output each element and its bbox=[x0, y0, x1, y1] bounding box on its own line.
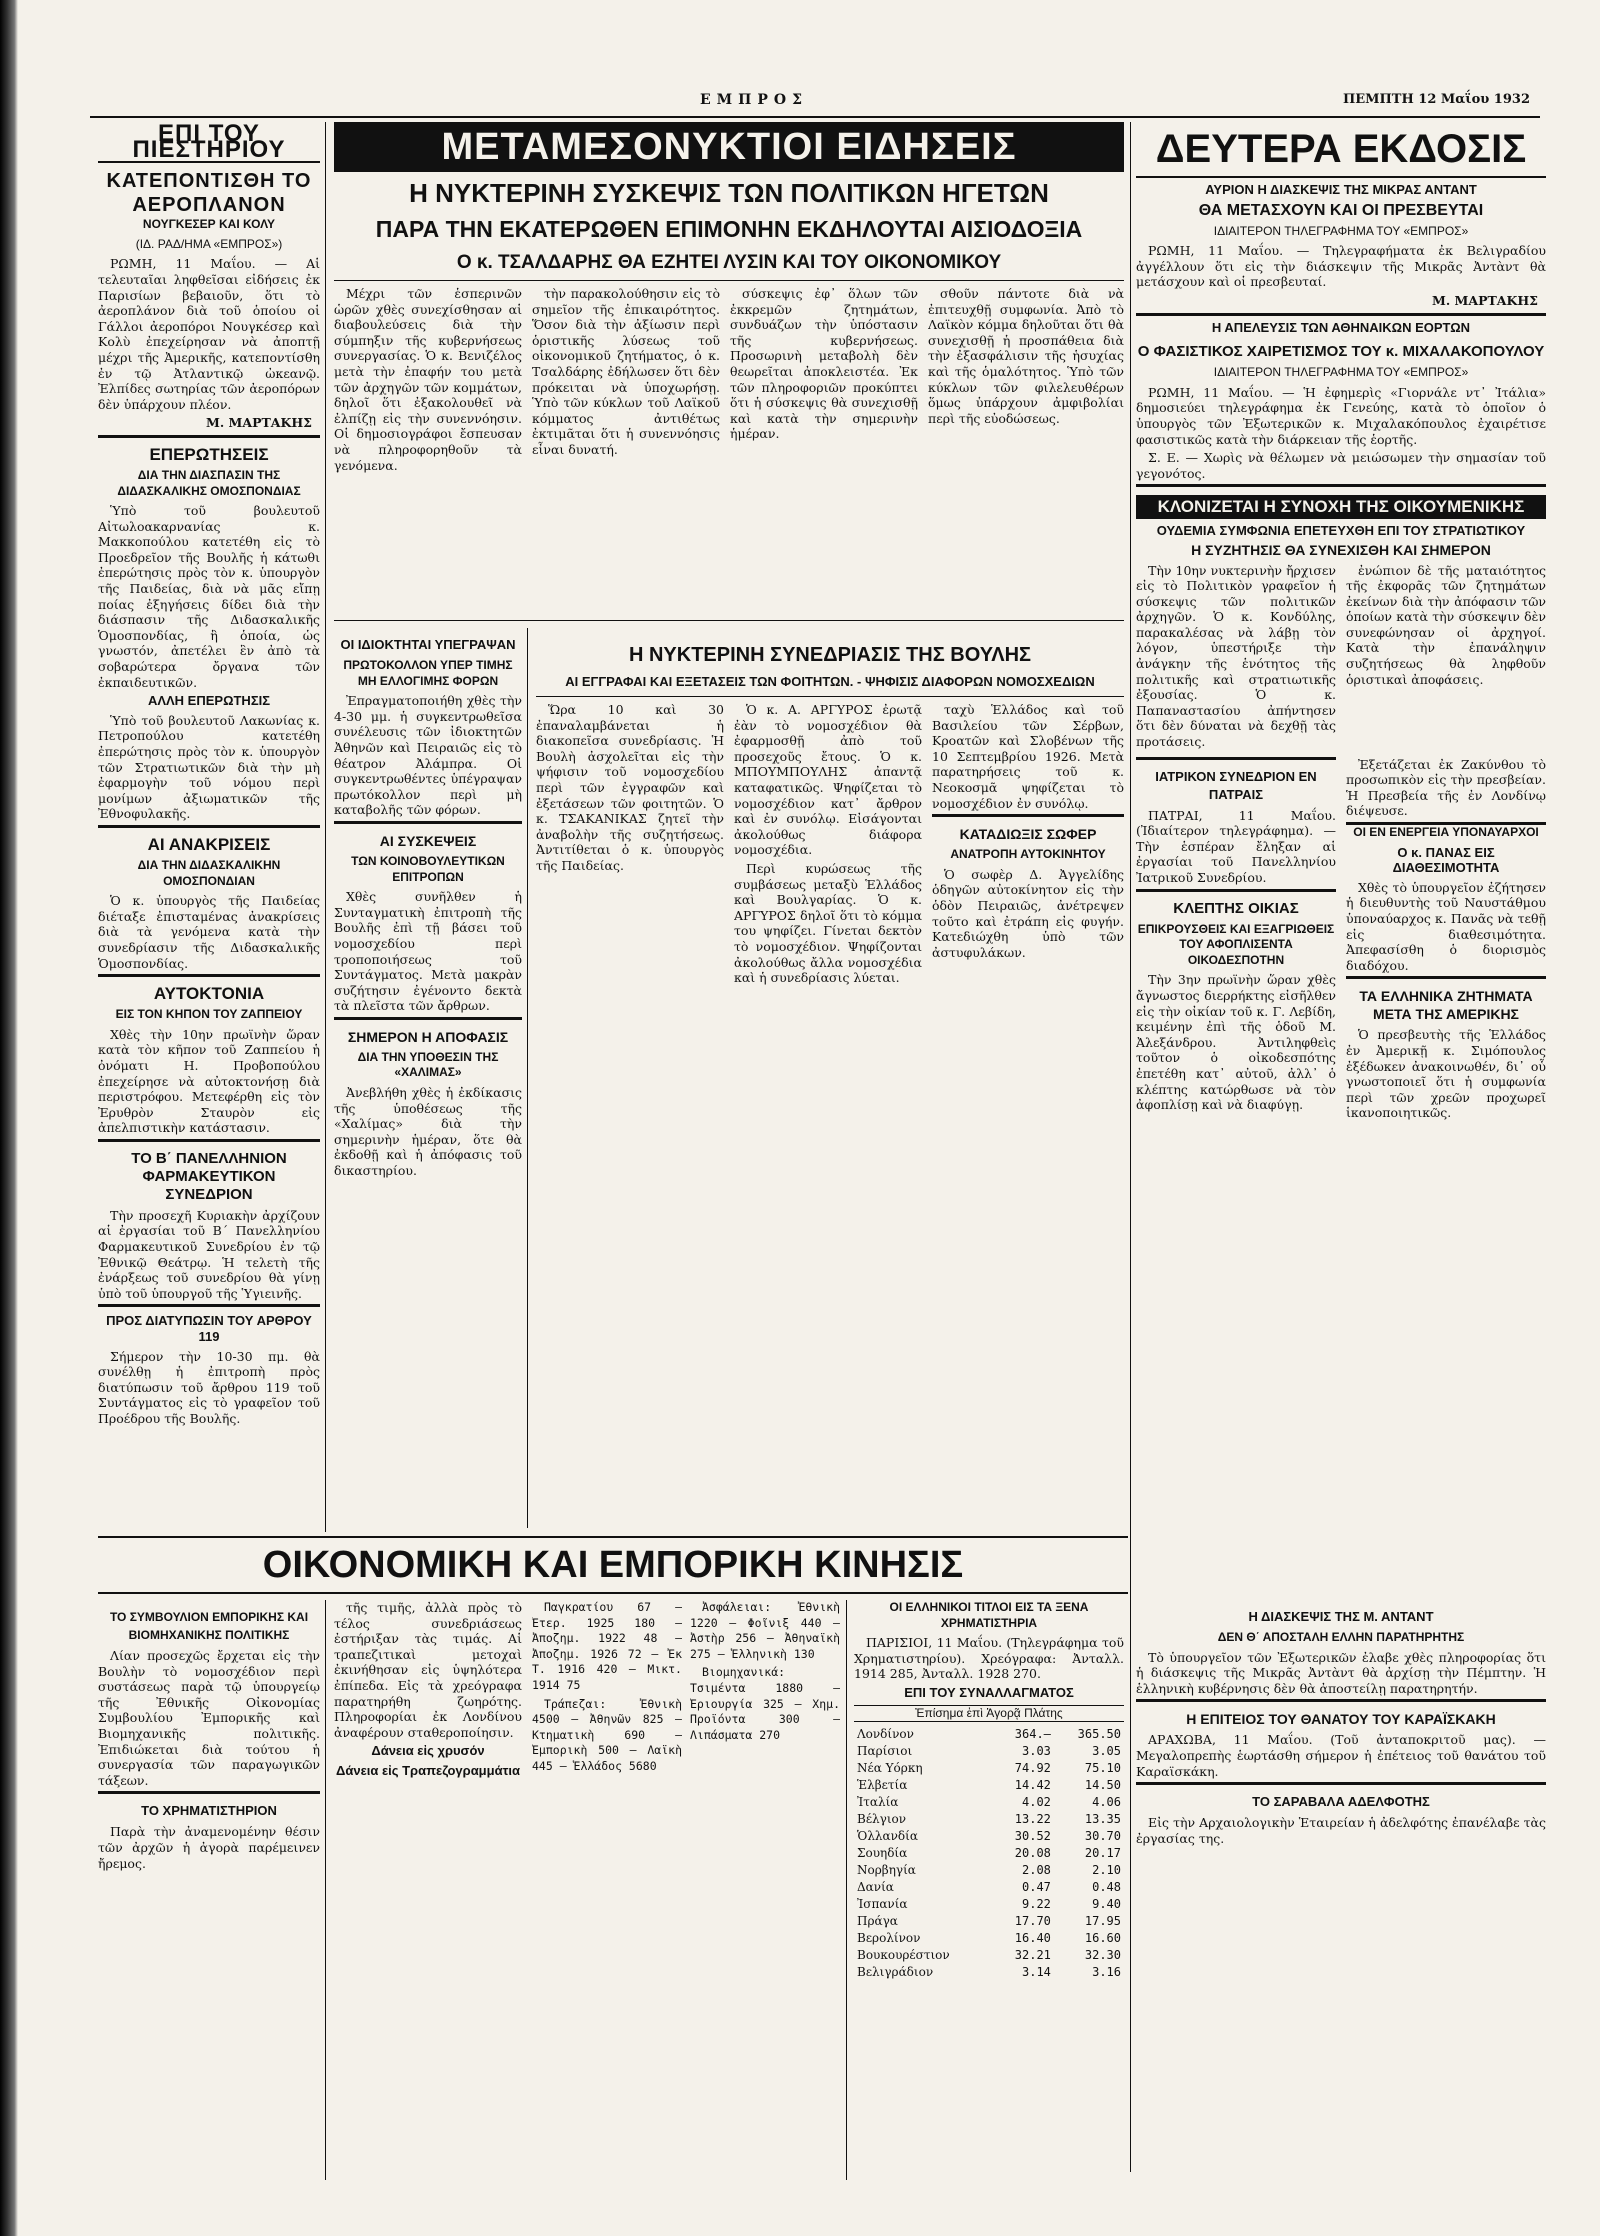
rate-sell: 30.70 bbox=[1084, 1829, 1121, 1844]
rate-row bbox=[854, 1760, 1124, 1777]
rate-buy: 364.— bbox=[1014, 1727, 1051, 1742]
rate-row bbox=[854, 1913, 1124, 1930]
rate-sell: 14.50 bbox=[1084, 1778, 1121, 1793]
parliament-body-3: Περὶ κυρώσεως τῆς συμβάσεως μεταξὺ Ἑλλάδος καὶ Βουλγαρίας. Ὁ κ. ΑΡΓΥΡΟΣ δηλοῖ ὅτι τὸ κόμμα του ψηφίζει. Γίνεται δεκτὸν τὸ νομοσχέδιον. Ψηφίζονται ἀκολούθως ἄλλα νομοσχέδια καὶ ἡ συνεδρίασις λύεται. bbox=[734, 860, 922, 986]
optimism-headline: ΠΑΡΑ ΤΗΝ ΕΚΑΤΕΡΩΘΕΝ ΕΠΙΜΟΝΗΝ ΕΚΔΗΛΟΥΤΑΙ ΑΙΣΙΟΔΟΞΙΑ bbox=[375, 216, 1083, 242]
burglar-heading: ΚΛΕΠΤΗΣ ΟΙΚΙΑΣ bbox=[1173, 899, 1299, 917]
rate-sell: 2.10 bbox=[1092, 1863, 1121, 1878]
little-entente-source: ΙΔΙΑΙΤΕΡΟΝ ΤΗΛΕΓΡΑΦΗΜΑ ΤΟΥ «ΕΜΠΡΟΣ» bbox=[1213, 223, 1469, 238]
rate-city: Ἑλβετία bbox=[857, 1778, 908, 1793]
chauffeur-body: Ὁ σωφὲρ Δ. Ἀγγελίδης ὁδηγῶν αὐτοκίνητον εἰς τὴν ὁδὸν Πειραιῶς, ἀνέτρεψεν τοῦτο καὶ ἐτράπη εἰς φυγήν. Κατεδιώχθη ὑπὸ τῶν ἀστυφυλάκων. bbox=[932, 866, 1124, 960]
medical-congress-body: ΠΑΤΡΑΙ, 11 Μαΐου. (Ἰδιαίτερον τηλεγράφημα). — Τὴν ἑσπέραν ἔληξαν αἱ ἐργασίαι τοῦ Πανελληνίου Ἰατρικοῦ Συνεδρίου. bbox=[1136, 807, 1336, 885]
suicide-heading: ΑΥΤΟΚΤΟΝΙΑ bbox=[153, 984, 265, 1004]
rate-city: Ἰσπανία bbox=[857, 1897, 908, 1912]
rate-buy: 4.02 bbox=[1022, 1795, 1051, 1810]
airplane-source: (ΙΔ. ΡΑΔ/ΗΜΑ «ΕΜΠΡΟΣ») bbox=[135, 236, 283, 251]
discussion-continues-subheading: Η ΣΥΖΗΤΗΣΙΣ ΘΑ ΣΥΝΕΧΙΣΘΗ ΚΑΙ ΣΗΜΕΡΟΝ bbox=[1191, 541, 1491, 558]
decision-heading: ΣΗΜΕΡΟΝ Η ΑΠΟΦΑΣΙΣ bbox=[347, 1028, 509, 1045]
panas-body: Χθὲς τὸ ὑπουργεῖον ἐζήτησεν ἡ διευθυντὴς τοῦ Ναυστάθμου ὑποναύαρχος κ. Πανᾶς νὰ τεθῇ εἰς διαθεσιμότητα. Ἀπεφασίσθη ὁ διορισμὸς διαδόχου. bbox=[1346, 879, 1546, 973]
center-col-4 bbox=[928, 286, 1124, 610]
rate-city: Δανία bbox=[857, 1880, 894, 1895]
rate-buy: 9.22 bbox=[1022, 1897, 1051, 1912]
rate-buy: 3.03 bbox=[1022, 1744, 1051, 1759]
center-banner: ΜΕΤΑΜΕΣΟΝΥΚΤΙΟΙ ΕΙΔΗΣΕΙΣ bbox=[334, 122, 1124, 172]
chauffeur-subheading: ΑΝΑΤΡΟΠΗ ΑΥΤΟΚΙΝΗΤΟΥ bbox=[950, 847, 1106, 862]
economy-banner: ΟΙΚΟΝΟΜΙΚΗ ΚΑΙ ΕΜΠΟΡΙΚΗ ΚΙΝΗΣΙΣ bbox=[262, 1544, 964, 1586]
parliament-body-4: ταχὺ Ἑλλάδος καὶ τοῦ Βασιλείου τῶν Σέρβων, Κροατῶν καὶ Σλοβένων τῆς 10 Σεπτεμβρίου 1926. Μετὰ παρατηρήσεις τοῦ κ. Νεοκοσμᾶ ψηφίζεται τὸ νομοσχέδιον ἐν συνόλῳ. bbox=[932, 702, 1124, 811]
pharma-congress-body: Τὴν προσεχῆ Κυριακὴν ἀρχίζουν αἱ ἐργασίαι τοῦ Β΄ Πανελληνίου Φαρμακευτικοῦ Συνεδρίου ἐν τῷ Ἐθνικῷ Θεάτρῳ. Ἡ τελετὴ τῆς ἐνάρξεως τοῦ συνεδρίου θὰ γίνῃ ὑπὸ τοῦ ὑπουργοῦ τῆς Ὑγιεινῆς. bbox=[98, 1207, 320, 1301]
rate-city: Βέλγιον bbox=[857, 1812, 907, 1827]
medical-congress-heading: ΙΑΤΡΙΚΟΝ ΣΥΝΕΔΡΙΟΝ ΕΝ ΠΑΤΡΑΙΣ bbox=[1155, 768, 1317, 802]
quotes-banks: Τράπεζαι: Ἐθνικὴ 4500 — Ἀθηνῶν 825 — Κτηματικὴ 690 — Ἐμπορικὴ 500 — Λαϊκὴ 445 — Ἑλλάδος 5680 bbox=[532, 1696, 682, 1773]
karaiskakis-heading: Η ΕΠΙΤΕΙΟΣ ΤΟΥ ΘΑΝΑΤΟΥ ΤΟΥ ΚΑΡΑΪΣΚΑΚΗ bbox=[1186, 1711, 1496, 1728]
no-agreement-subheading: ΟΥΔΕΜΙΑ ΣΥΜΦΩΝΙΑ ΕΠΕΤΕΥΧΘΗ ΕΠΙ ΤΟΥ ΣΤΡΑΤΙΩΤΙΚΟΥ bbox=[1156, 523, 1526, 539]
gold-loans-heading: Δάνεια εἰς χρυσόν bbox=[371, 1743, 485, 1759]
burglar-subheading: ΕΠΙΚΡΟΥΣΘΕΙΣ ΚΑΙ ΕΞΑΓΡΙΩΘΕΙΣ ΤΟΥ ΑΦΟΠΛΙΣΕΝΤΑ ΟΙΚΟΔΕΣΠΟΤΗΝ bbox=[1137, 921, 1335, 967]
top-rule bbox=[90, 116, 1540, 118]
entente-conference-body: Τὸ ὑπουργεῖον τῶν Ἐξωτερικῶν ἐλαβε χθὲς πληροφορίας ὅτι ἡ διάσκεψις τῆς Μικρᾶς Ἀντὰντ θὰ ἀρχίσῃ τὴν Πέμπτην. Ἡ ἑλληνικὴ κυβέρνησις δὲν θὰ ἀποστείλῃ παρατηρητήν. bbox=[1136, 1649, 1546, 1696]
rate-buy: 20.08 bbox=[1014, 1846, 1051, 1861]
brotherhood-heading: ΤΟ ΣΑΡΑΒΑΛΑ ΑΔΕΛΦΟΤΗΣ bbox=[1252, 1794, 1430, 1810]
second-edition-banner: ΔΕΥΤΕΡΑ ΕΚΔΟΣΙΣ bbox=[1136, 122, 1546, 178]
rate-row bbox=[854, 1777, 1124, 1794]
rate-sell: 75.10 bbox=[1084, 1761, 1121, 1776]
chauffeur-heading: ΚΑΤΑΔΙΩΞΙΣ ΣΩΦΕΡ bbox=[959, 826, 1097, 843]
landlords-subheading: ΠΡΩΤΟΚΟΛΛΟΝ ΥΠΕΡ ΤΙΜΗΣ ΜΗ ΕΛΛΟΓΙΜΗΣ ΦΟΡΩΝ bbox=[343, 658, 513, 688]
interpellations-subheading: ΔΙΑ ΤΗΝ ΔΙΑΣΠΑΣΙΝ ΤΗΣ ΔΙΔΑΣΚΑΛΙΚΗΣ ΟΜΟΣΠΟΝΔΙΑΣ bbox=[117, 467, 301, 498]
rate-city: Σουηδία bbox=[857, 1846, 908, 1861]
little-entente-signature: Μ. ΜΑΡΤΑΚΗΣ bbox=[1432, 292, 1538, 308]
landlords-heading: ΟΙ ΙΔΙΟΚΤΗΤΑΙ ΥΠΕΓΡΑΨΑΝ bbox=[340, 637, 516, 652]
left-title: ΕΠΙ ΤΟΥ ΠΙΕΣΤΗΡΙΟΥ bbox=[98, 122, 320, 163]
leaders-meeting-headline: Η ΝΥΚΤΕΡΙΝΗ ΣΥΣΚΕΨΙΣ ΤΩΝ ΠΟΛΙΤΙΚΩΝ ΗΓΕΤΩΝ bbox=[409, 178, 1049, 208]
rate-buy: 2.08 bbox=[1022, 1863, 1051, 1878]
rate-sell: 32.30 bbox=[1084, 1948, 1121, 1963]
committees-body: Χθὲς συνῆλθεν ἡ Συνταγματικὴ ἐπιτροπὴ τῆς Βουλῆς ἐπὶ τῇ βάσει τοῦ νομοσχεδίου περὶ τροποποιήσεως τοῦ Συντάγματος. Μετὰ μακρὰν συζήτησιν ἐγένοντο δεκτὰ τὰ πλεῖστα τῶν ἄρθρων. bbox=[334, 889, 522, 1014]
newspaper-name: ΕΜΠΡΟΣ bbox=[700, 92, 809, 108]
quotes-loans: Παγκρατίου 67 — Ἑτερ. 1925 180 — Ἀποζημ. 1922 48 — Ἀποζημ. 1926 72 — Ἐκ Τ. 1916 420 — Μικτ. 1914 75 bbox=[532, 1600, 682, 1692]
foreign-titles-body: ΠΑΡΙΣΙΟΙ, 11 Μαΐου. (Τηλεγράφημα τοῦ Χρηματιστηρίου). Χρεόγραφα: Ἀνταλλ. 1914 285, Ἀνταλλ. 1928 270. bbox=[854, 1635, 1124, 1682]
stock-exchange-body: Παρὰ τὴν ἀναμενομένην θέσιν τῶν ἀρχῶν ἡ ἀγορὰ παρέμεινεν ἤρεμος. bbox=[98, 1824, 320, 1871]
rate-sell: 9.40 bbox=[1092, 1897, 1121, 1912]
burglar-body: Τὴν 3ην πρωϊνὴν ὥραν χθὲς ἄγνωστος διερρήκτης εἰσῆλθεν εἰς τὴν οἰκίαν τοῦ κ. Γ. Λεβίδη, κειμένην ἐπὶ τῆς ὁδοῦ Μ. Ἀλεξάνδρου. Ἀντιληφθεὶς τοῦτον ὁ οἰκοδεσπότης ἐπετέθη κατ᾽ αὐτοῦ, ἀλλ᾽ ὁ κλέπτης κατώρθωσε νὰ τὸν ἀφοπλίσῃ καὶ νὰ διαφύγῃ. bbox=[1136, 972, 1336, 1113]
commerce-council-heading: ΤΟ ΣΥΜΒΟΥΛΙΟΝ ΕΜΠΟΡΙΚΗΣ ΚΑΙ ΒΙΟΜΗΧΑΝΙΚΗΣ ΠΟΛΙΤΙΚΗΣ bbox=[109, 1610, 309, 1642]
rate-city: Νέα Υόρκη bbox=[857, 1761, 923, 1776]
masthead bbox=[130, 92, 1530, 116]
fascist-salute-body: ΡΩΜΗ, 11 Μαΐου. — Ἡ ἐφημερὶς «Γιορνάλε ντ᾽ Ἰτάλια» δημοσιεύει τηλεγράφημα ἐκ Γενεύης, κατὰ τὸ ὁποῖον ὁ ὑπουργὸς τῶν Ἐξωτερικῶν κ. Μιχαλακόπουλος ἐχαιρέτισε φασιστικῶς κατὰ τὴν διάρκειαν τῆς ἑορτῆς. bbox=[1136, 384, 1546, 447]
inquiries-body: Ὁ κ. ὑπουργὸς τῆς Παιδείας διέταξε ἐπισταμένας ἀνακρίσεις διὰ τὰ γενόμενα κατὰ τὴν συνεδρίασιν τῆς Διδασκαλικῆς Ὁμοσπονδίας. bbox=[98, 893, 320, 971]
center-col-1 bbox=[334, 286, 522, 610]
rate-buy: 13.22 bbox=[1014, 1812, 1051, 1827]
airplane-subhead: ΝΟΥΓΚΕΣΕΡ ΚΑΙ ΚΟΛΥ bbox=[142, 217, 276, 232]
pharma-congress-heading: ΤΟ Β΄ ΠΑΝΕΛΛΗΝΙΟΝ ΦΑΡΜΑΚΕΥΤΙΚΟΝ ΣΥΝΕΔΡΙΟΝ bbox=[131, 1149, 287, 1203]
embassy-body: Ἐξετάζεται ἐκ Ζακύνθου τὸ προσωπικὸν εἰς τὴν πρεσβείαν. Ἡ Πρεσβεία τῆς ἐν Λονδίνῳ διέψευσε. bbox=[1346, 756, 1546, 819]
rate-buy: 16.40 bbox=[1014, 1931, 1051, 1946]
cohesion-body-1: Τὴν 10ην νυκτερινὴν ἤρχισεν εἰς τὸ Πολιτικὸν γραφεῖον ἡ σύσκεψις τῶν πολιτικῶν ἀρχηγῶν. Ὁ κ. Κονδύλης, παρακαλέσας νὰ λάβῃ τὸν λόγον, ὑπεστήριξε τὴν ἀνάγκην τῆς ἑνότητος τῆς πολιτικῆς καὶ στρατιωτικῆς ἐξουσίας. Ὁ κ. Παπαναστασίου ἀπήντησεν ὅτι δὲν δύναται νὰ δεχθῇ τὰς προτάσεις. bbox=[1136, 562, 1336, 750]
rate-row bbox=[854, 1896, 1124, 1913]
exchange-rates-table bbox=[854, 1726, 1124, 1981]
foreign-titles-heading: ΟΙ ΕΛΛΗΝΙΚΟΙ ΤΙΤΛΟΙ ΕΙΣ ΤΑ ΞΕΝΑ ΧΡΗΜΑΤΙΣΤΗΡΙΑ bbox=[889, 1600, 1089, 1630]
bottom-col-1 bbox=[98, 1600, 320, 2180]
bottom-col-2 bbox=[334, 1600, 522, 2180]
little-entente-heading: ΑΥΡΙΟΝ Η ΔΙΑΣΚΕΨΙΣ ΤΗΣ ΜΙΚΡΑΣ ΑΝΤΑΝΤ bbox=[1205, 182, 1477, 197]
quotes-insurance: Ἀσφάλειαι: Ἐθνικὴ 1220 — Φοῖνιξ 440 — Ἀστὴρ 256 — Ἀθηναϊκὴ 275 — Ἑλληνικὴ 130 bbox=[690, 1600, 840, 1661]
bottom-quotes-1 bbox=[532, 1600, 682, 2180]
airplane-body: ΡΩΜΗ, 11 Μαΐου. — Αἱ τελευταῖαι ληφθεῖσαι εἰδήσεις ἐκ Παρισίων βεβαιοῦν, ὅτι τὸ ἀεροπλάνον διὰ τοῦ ὁποίου οἱ Γάλλοι ἀεροπόροι Νουγκέσερ καὶ Κολὺ ἐπεχείρησαν νὰ ἀποπτῇ μέχρι τῆς Ἀμερικῆς, κατεποντίσθη ἐν τῷ Ἀτλαντικῷ ὠκεανῷ. Ἐλπίδες σωτηρίας τῶν ἀεροπόρων δὲν ὑπάρχουν πλέον. bbox=[98, 256, 320, 412]
rate-row bbox=[854, 1879, 1124, 1896]
center-lower-left bbox=[334, 628, 522, 1528]
cohesion-body-2: ἐνώπιον δὲ τῆς ματαιότητος τῆς ἐκφορᾶς τῶν ζητημάτων ἐκείνων διὰ τὴν ἀπόφασιν τῶν ὁποίων κατὰ τὴν σύσκεψιν δὲν συνεφώνησαν οἱ ἀρχηγοί. Κατὰ τὴν ἐπανάληψιν συζητήσεως θὰ ληφθοῦν ὁριστικαὶ ἀποφάσεις. bbox=[1346, 562, 1546, 687]
rate-city: Βουκουρέστιον bbox=[857, 1948, 950, 1963]
decision-body: Ἀνεβλήθη χθὲς ἡ ἐκδίκασις τῆς ὑποθέσεως τῆς «Χαλίμας» διὰ τὴν σημερινὴν ἡμέραν, ὅτε θὰ ἐκδοθῇ καὶ ἡ ἀπόφασις τοῦ δικαστηρίου. bbox=[334, 1085, 522, 1179]
suicide-body: Χθὲς τὴν 10ην πρωϊνὴν ὥραν κατὰ τὸν κῆπον τοῦ Ζαππείου ἡ ὀνόματι Η. Προβοπούλου ἐπεχείρησε νὰ αὐτοκτονήσῃ διὰ περιστρόφου. Μετεφέρθη εἰς τὸν Ἐρυθρὸν Σταυρὸν εἰς ἀπελπιστικὴν κατάστασιν. bbox=[98, 1026, 320, 1136]
rate-sell: 17.95 bbox=[1084, 1914, 1121, 1929]
rate-sell: 365.50 bbox=[1077, 1727, 1121, 1742]
panas-heading: Ο κ. ΠΑΝΑΣ ΕΙΣ ΔΙΑΘΕΣΙΜΟΤΗΤΑ bbox=[1392, 844, 1500, 876]
rate-city: Ἰταλία bbox=[857, 1795, 899, 1810]
rate-sell: 3.16 bbox=[1092, 1965, 1121, 1980]
rate-row bbox=[854, 1862, 1124, 1879]
inquiries-heading: ΑΙ ΑΝΑΚΡΙΣΕΙΣ bbox=[147, 834, 271, 854]
quotes-industry: Βιομηχανικά: Τσιμέντα 1880 — Ἐριουργία 325 — Χημ. Προϊόντα 300 — Λιπάσματα 270 bbox=[690, 1665, 840, 1742]
airplane-headline: ΚΑΤΕΠΟΝΤΙΣΘΗ ΤΟ ΑΕΡΟΠΛΑΝΟΝ bbox=[106, 170, 312, 217]
rate-buy: 14.42 bbox=[1014, 1778, 1051, 1793]
tsaldaris-headline: Ο κ. ΤΣΑΛΔΑΡΗΣ ΘΑ ΕΖΗΤΕΙ ΛΥΣΙΝ ΚΑΙ ΤΟΥ ΟΙΚΟΝΟΜΙΚΟΥ bbox=[456, 252, 1002, 273]
scan-edge bbox=[0, 0, 18, 2236]
rate-sell: 20.17 bbox=[1084, 1846, 1121, 1861]
rate-buy: 32.21 bbox=[1014, 1948, 1051, 1963]
rate-buy: 30.52 bbox=[1014, 1829, 1051, 1844]
brotherhood-body: Εἰς τὴν Αρχαιολογικὴν Ἑταιρείαν ἡ ἀδελφότης ἐπανέλαβε τὰς ἐργασίας της. bbox=[1136, 1815, 1546, 1846]
rear-admirals-heading: ΟΙ ΕΝ ΕΝΕΡΓΕΙΑ ΥΠΟΝΑΥΑΡΧΟΙ bbox=[1353, 825, 1539, 839]
rate-buy: 0.47 bbox=[1022, 1880, 1051, 1895]
interpellations-body: Ὑπὸ τοῦ βουλευτοῦ Αἰτωλοακαρνανίας κ. Μακκοπούλου κατετέθη εἰς τὸ Προεδρεῖον τῆς Βουλῆς ἡ κάτωθι ἐπερώτησις πρὸς τὸν κ. ὑπουργὸν τῆς Παιδείας, διὰ νὰ μᾶς εἴπῃ ποίας ἐξηγήσεις δίδει διὰ τὴν διάσπασιν τῆς Διδασκαλικῆς Ὁμοσπονδίας, ἣ ὁποία, ὡς γνωστόν, ἀπετέλει ἓν ἀπὸ τὰ σοβαρώτερα ὄργανα τῶν ἐκπαιδευτικῶν. bbox=[98, 503, 320, 690]
rate-buy: 3.14 bbox=[1022, 1965, 1051, 1980]
rate-row bbox=[854, 1811, 1124, 1828]
committees-subheading: ΤΩΝ ΚΟΙΝΟΒΟΥΛΕΥΤΙΚΩΝ ΕΠΙΤΡΟΠΩΝ bbox=[351, 853, 505, 884]
rate-city: Νορβηγία bbox=[857, 1863, 916, 1878]
paper-loans-heading: Δάνεια εἰς Τραπεζογραμμάτια bbox=[336, 1762, 520, 1778]
meeting-body-3: σύσκεψις ἐφ᾽ ὅλων τῶν ἐκκρεμῶν ζητημάτων, συνδυάζων τὴν ὑπόστασιν τῆς κυβερνήσεως. Προσωρινὴ μεταβολὴ δὲν θεωρεῖται ἀποκλειστέα. Ἐκ τῶν πληροφοριῶν προκύπτει ὅτι ἡ σύσκεψις θὰ συνεχισθῇ καὶ κατὰ τὴν σημερινὴν ἡμέραν. bbox=[730, 286, 918, 442]
airplane-signature: Μ. ΜΑΡΤΑΚΗΣ bbox=[206, 415, 312, 431]
fascist-salute-note: Σ. Ε. — Χωρὶς νὰ θέλωμεν νὰ μειώσωμεν τὴν σημασίαν τοῦ γεγονότος. bbox=[1136, 450, 1546, 481]
rate-city: Ὁλλανδία bbox=[857, 1829, 918, 1844]
rate-sell: 3.05 bbox=[1092, 1744, 1121, 1759]
suicide-subheading: ΕΙΣ ΤΟΝ ΚΗΠΟΝ ΤΟΥ ΖΑΠΠΕΙΟΥ bbox=[115, 1007, 303, 1022]
landlords-body: Ἐπραγματοποιήθη χθὲς τὴν 4-30 μμ. ἡ συγκεντρωθεῖσα συνέλευσις τῶν ἰδιοκτητῶν Ἀθηνῶν καὶ Πειραιῶς εἰς τὸ θέατρον Ἀλάμπρα. Οἱ συγκεντρωθέντες ὑπέγραψαν πρωτόκολλον περὶ μὴ καταβολῆς τῶν φόρων. bbox=[334, 693, 522, 818]
article-119-heading: ΠΡΟΣ ΔΙΑΤΥΠΩΣΙΝ ΤΟΥ ΑΡΘΡΟΥ 119 bbox=[106, 1313, 312, 1345]
article-119-body: Σήμερον τὴν 10-30 πμ. θὰ συνέλθῃ ἡ ἐπιτροπὴ πρὸς διατύπωσιν τοῦ ἄρθρου 119 τοῦ Συντάγματος εἰς τὸ γραφεῖον τοῦ Προέδρου τῆς Βουλῆς. bbox=[98, 1348, 320, 1426]
rate-buy: 74.92 bbox=[1014, 1761, 1051, 1776]
right-column bbox=[1136, 182, 1546, 1582]
meeting-body-4: σθοῦν πάντοτε διὰ νὰ ἐπιτευχθῇ συμφωνία. Ἀπὸ τὸ Λαϊκὸν κόμμα δηλοῦται ὅτι θὰ συνεχισθῇ ἡ προσπάθεια διὰ τὴν ἐξασφάλισιν τῆς ἡσυχίας καὶ τῆς ὁμαλότητος. Ὑπὸ τῶν κύκλων τῶν φιλελευθέρων ὅμως ὑπάρχουν ἀμφιβολίαι περὶ τῆς εὐοδώσεως. bbox=[928, 286, 1124, 426]
rate-sell: 16.60 bbox=[1084, 1931, 1121, 1946]
rate-city: Λονδίνον bbox=[857, 1727, 914, 1742]
bottom-right bbox=[1136, 1600, 1546, 2180]
rate-row bbox=[854, 1828, 1124, 1845]
rate-city: Βελιγράδιον bbox=[857, 1965, 934, 1980]
rate-row bbox=[854, 1947, 1124, 1964]
rate-buy: 17.70 bbox=[1014, 1914, 1051, 1929]
rate-city: Πράγα bbox=[857, 1914, 898, 1929]
committees-heading: ΑΙ ΣΥΣΚΕΨΕΙΣ bbox=[379, 832, 477, 849]
parliament-headline: Η ΝΥΚΤΕΡΙΝΗ ΣΥΝΕΔΡΙΑΣΙΣ ΤΗΣ ΒΟΥΛΗΣ bbox=[628, 644, 1032, 666]
parliament-col-1 bbox=[536, 702, 724, 1528]
issue-date: ΠΕΜΠΤΗ 12 Μαΐου 1932 bbox=[1342, 92, 1530, 107]
parliament-subheadline: ΑΙ ΕΓΓΡΑΦΑΙ ΚΑΙ ΕΞΕΤΑΣΕΙΣ ΤΩΝ ΦΟΙΤΗΤΩΝ. - ΨΗΦΙΣΙΣ ΔΙΑΦΟΡΩΝ ΝΟΜΟΣΧΕΔΙΩΝ bbox=[565, 674, 1095, 689]
rate-row bbox=[854, 1743, 1124, 1760]
rate-row bbox=[854, 1964, 1124, 1981]
center-col-2 bbox=[532, 286, 720, 610]
rate-row bbox=[854, 1794, 1124, 1811]
left-column bbox=[98, 122, 320, 1532]
market-commentary: τῆς τιμῆς, ἀλλὰ πρὸς τὸ τέλος συνεδριάσεως ἐστήριξαν τὰς τιμάς. Αἱ τραπεζιτικαὶ μετοχαὶ ἐκινήθησαν εἰς ὑψηλότερα ἐπίπεδα. Εἰς τὰ χρεόγραφα παρατηρήθη ζωηρότης. Πληροφορίαι ἐκ Λονδίνου ἀναφέρουν σταθεροποίησιν. bbox=[334, 1600, 522, 1740]
inquiries-subheading: ΔΙΑ ΤΗΝ ΔΙΔΑΣΚΑΛΙΚΗΝ ΟΜΟΣΠΟΝΔΙΑΝ bbox=[137, 857, 281, 888]
meeting-body-2: τὴν παρακολούθησιν εἰς τὸ σημεῖον τῆς ἐπικαιρότητος. Ὅσον διὰ τὴν ἀξίωσιν περὶ ὁριστικῆς λύσεως τοῦ οἰκονομικοῦ ζητήματος, ὁ κ. Τσαλδάρης ἐδήλωσεν ὅτι δὲν πρόκειται νὰ ὑποχωρήσῃ. Ὑπὸ τῶν κύκλων τοῦ Λαϊκοῦ κόμματος ἀντιθέτως ἐκτιμᾶται ὅτι ἡ συνεννόησις εἶναι δυνατή. bbox=[532, 286, 720, 457]
entente-conference-subheading: ΔΕΝ Θ΄ ΑΠΟΣΤΑΛΗ ΕΛΛΗΝ ΠΑΡΑΤΗΡΗΤΗΣ bbox=[1217, 1630, 1465, 1644]
parliament-body-1: Ὥρα 10 καὶ 30 ἐπαναλαμβάνεται ἡ διακοπεῖσα συνεδρίασις. Ἡ Βουλὴ ἀσχολεῖται εἰς τὴν ψήφισιν τοῦ νομοσχεδίου περὶ τῶν ἐγγραφῶν καὶ ἐξετάσεων τῶν φοιτητῶν. Ὁ κ. ΤΣΑΚΑΝΙΚΑΣ ζητεῖ τὴν ἀναβολὴν τῆς συζητήσεως. Ἀντιτίθεται ὁ κ. ὑπουργὸς τῆς Παιδείας. bbox=[536, 702, 724, 873]
commerce-council-body: Λίαν προσεχῶς ἔρχεται εἰς τὴν Βουλὴν τὸ νομοσχέδιον περὶ συστάσεως παρὰ τῷ ὑπουργείῳ τῆς Ἐθνικῆς Οἰκονομίας Συμβουλίου Ἐμπορικῆς καὶ Βιομηχανικῆς πολιτικῆς. Ἐπιδιώκεται διὰ τούτου ἡ συνεργασία τῶν παραγωγικῶν τάξεων. bbox=[98, 1648, 320, 1788]
rate-city: Βερολίνον bbox=[857, 1931, 921, 1946]
cabinet-cohesion-heading: ΚΛΟΝΙΖΕΤΑΙ Η ΣΥΝΟΧΗ ΤΗΣ ΟΙΚΟΥΜΕΝΙΚΗΣ bbox=[1136, 495, 1546, 519]
fascist-salute-heading: Ο ΦΑΣΙΣΤΙΚΟΣ ΧΑΙΡΕΤΙΣΜΟΣ ΤΟΥ κ. ΜΙΧΑΛΑΚΟΠΟΥΛΟΥ bbox=[1137, 343, 1545, 361]
bottom-quotes-2 bbox=[690, 1600, 840, 2180]
karaiskakis-body: ΑΡΑΧΩΒΑ, 11 Μαΐου. (Τοῦ ἀνταποκριτοῦ μας). — Μεγαλοπρεπὴς ἑωρτάσθη σήμερον ἡ ἐπέτειος τοῦ θανάτου τοῦ Καραϊσκάκη. bbox=[1136, 1732, 1546, 1779]
little-entente-subheading: ΘΑ ΜΕΤΑΣΧΟΥΝ ΚΑΙ ΟΙ ΠΡΕΣΒΕΥΤΑΙ bbox=[1198, 201, 1484, 219]
decision-subheading: ΔΙΑ ΤΗΝ ΥΠΟΘΕΣΙΝ ΤΗΣ «ΧΑΛΙΜΑΣ» bbox=[357, 1049, 499, 1080]
rate-row bbox=[854, 1845, 1124, 1862]
fascist-salute-source: ΙΔΙΑΙΤΕΡΟΝ ΤΗΛΕΓΡΑΦΗΜΑ ΤΟΥ «ΕΜΠΡΟΣ» bbox=[1213, 365, 1469, 380]
little-entente-body: ΡΩΜΗ, 11 Μαΐου. — Τηλεγραφήματα ἐκ Βελιγραδίου ἀγγέλλουν ὅτι εἰς τὴν διάσκεψιν τῆς Μικρᾶς Ἀντὰντ θὰ μετάσχουν καὶ οἱ πρεσβευταί. bbox=[1136, 243, 1546, 290]
celebrations-heading: Η ΑΠΕΛΕΥΣΙΣ ΤΩΝ ΑΘΗΝΑΙΚΩΝ ΕΟΡΤΩΝ bbox=[1211, 319, 1471, 335]
rates-table-title: Ἐπίσημα ἐπὶ Ἀγορᾷ Πλάτης bbox=[854, 1705, 1124, 1723]
entente-conference-heading: Η ΔΙΑΣΚΕΨΙΣ ΤΗΣ Μ. ΑΝΤΑΝΤ bbox=[1248, 1609, 1434, 1624]
parliament-body-2: Ὁ κ. Α. ΑΡΓΥΡΟΣ ἐρωτᾷ ἐὰν τὸ νομοσχέδιον θὰ ἐφαρμοσθῇ ἀπὸ τοῦ προσεχοῦς ἔτους. Ὁ κ. ΜΠΟΥΜΠΟΥΛΗΣ ἀπαντᾷ καταφατικῶς. Ψηφίζεται τὸ νομοσχέδιον κατ᾽ ἄρθρον καὶ ἐν συνόλῳ. Εἰσάγονται ἀκολούθως διάφορα νομοσχέδια. bbox=[734, 702, 922, 858]
other-interpellation-body: Ὑπὸ τοῦ βουλευτοῦ Λακωνίας κ. Πετροπούλου κατετέθη ἐπερώτησις πρὸς τὸν κ. ὑπουργὸν τῶν Στρατιωτικῶν διὰ τὴν μὴ ἐφαρμογὴν τοῦ νόμου περὶ μονίμων ἀξιωματικῶν τῆς Ἐθνοφυλακῆς. bbox=[98, 712, 320, 822]
exchange-heading: ΕΠΙ ΤΟΥ ΣΥΝΑΛΛΑΓΜΑΤΟΣ bbox=[904, 1684, 1074, 1700]
meeting-body-1: Μέχρι τῶν ἑσπερινῶν ὡρῶν χθὲς συνεχίσθησαν αἱ διαβουλεύσεις διὰ τὴν σύμπηξιν τῆς κυβερνήσεως συνεργασίας. Ὁ κ. Βενιζέλος μετὰ τὴν ἐπαφήν του μετὰ τῶν ἀρχηγῶν τῶν κομμάτων, δηλοῖ ὅτι ἐξακολουθεῖ νὰ ἐλπίζῃ εἰς τὴν συνεννόησιν. Οἱ δημοσιογράφοι ἔσπευσαν νὰ πληροφορηθοῦν τὰ γενόμενα. bbox=[334, 286, 522, 473]
bottom-col-forex bbox=[854, 1600, 1124, 2180]
rate-row bbox=[854, 1726, 1124, 1743]
rate-sell: 4.06 bbox=[1092, 1795, 1121, 1810]
rate-sell: 0.48 bbox=[1092, 1880, 1121, 1895]
america-heading: ΤΑ ΕΛΛΗΝΙΚΑ ΖΗΤΗΜΑΤΑ ΜΕΤΑ ΤΗΣ ΑΜΕΡΙΚΗΣ bbox=[1359, 988, 1533, 1023]
other-interpellation-heading: ΑΛΛΗ ΕΠΕΡΩΤΗΣΙΣ bbox=[147, 693, 271, 709]
rate-row bbox=[854, 1930, 1124, 1947]
rate-city: Παρίσιοι bbox=[857, 1744, 913, 1759]
parliament-col-3 bbox=[932, 702, 1124, 1528]
rate-sell: 13.35 bbox=[1084, 1812, 1121, 1827]
center-col-3 bbox=[730, 286, 918, 610]
america-body: Ὁ πρεσβευτὴς τῆς Ἑλλάδος ἐν Ἀμερικῇ κ. Σιμόπουλος ἐξέδωκεν ἀνακοινωθέν, δι᾽ οὗ γνωστοποιεῖ ὅτι ἡ συμφωνία περὶ τῶν χρεῶν προχωρεῖ ἱκανοποιητικῶς. bbox=[1346, 1027, 1546, 1121]
parliament-col-2 bbox=[734, 702, 922, 1528]
stock-exchange-heading: ΤΟ ΧΡΗΜΑΤΙΣΤΗΡΙΟΝ bbox=[141, 1803, 277, 1819]
interpellations-heading: ΕΠΕΡΩΤΗΣΕΙΣ bbox=[149, 444, 269, 464]
